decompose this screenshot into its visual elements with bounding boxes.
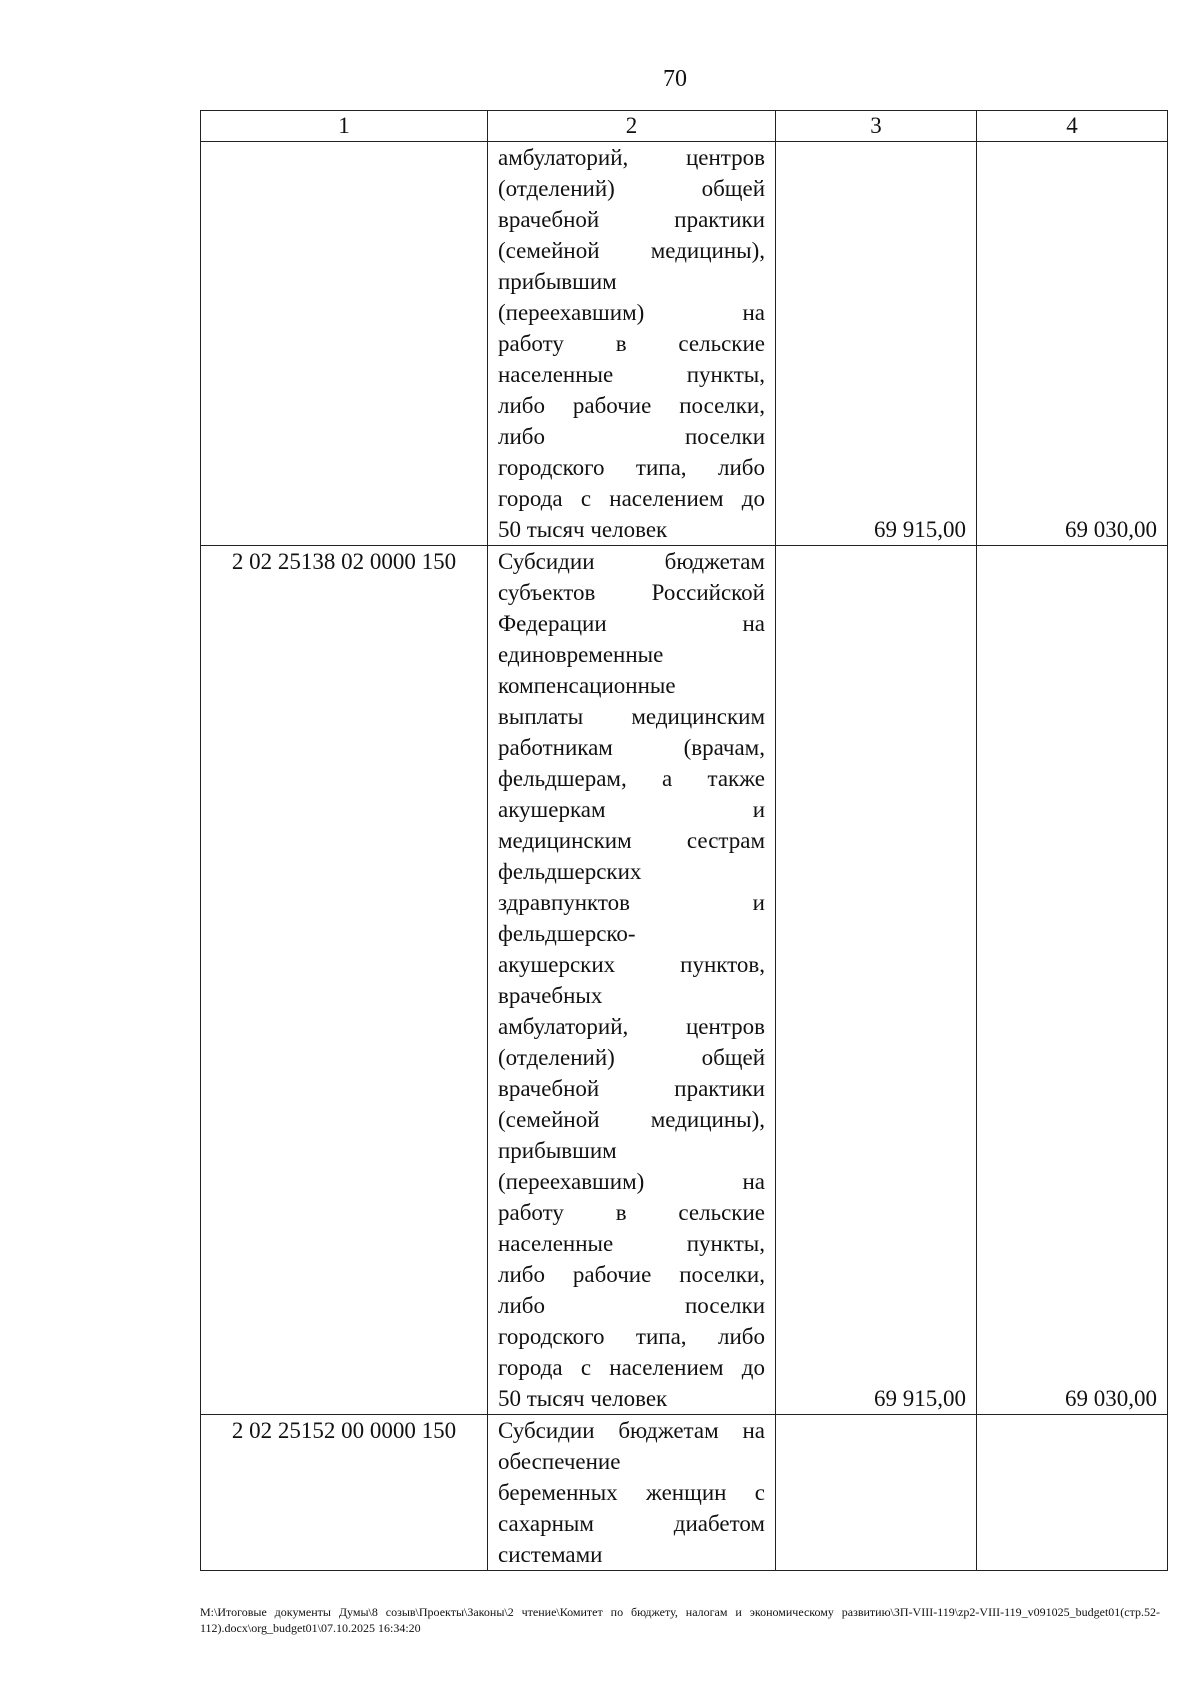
table-row (201, 1415, 1168, 1571)
file-path-footer: М:\Итоговые документы Думы\8 созыв\Проекты\Законы\2 чтение\Комитет по бюджету, налогам и экономическому развитию\ЗП-VIII-119\zp2-VIII-119_v091025_budget01(стр.52-112).docx\org_budget01\07.10.2025 16:34:20 (200, 1605, 1160, 1635)
description-line: прибывшим (498, 1138, 617, 1163)
description-line: Субсидии бюджетам (498, 549, 765, 574)
description-line: фельдшерам, а также (498, 766, 765, 791)
description-line: амбулаторий, центров (498, 1014, 765, 1039)
page-number: 70 (663, 66, 687, 92)
description-line: сахарным диабетом (498, 1511, 765, 1536)
description-line: выплаты медицинским (498, 704, 765, 729)
description-line: работникам (врачам, (498, 735, 765, 760)
description-line: работу в сельские (498, 1200, 765, 1225)
description-line: амбулаторий, центров (498, 145, 765, 170)
description-line: субъектов Российской (498, 580, 765, 605)
amount-col-3-cell: 69 915,00 (776, 142, 977, 546)
description-cell (488, 142, 776, 546)
description-line: фельдшерских (498, 859, 642, 884)
header-col-3: 3 (776, 111, 977, 142)
description-line: врачебной практики (498, 207, 765, 232)
header-row (201, 111, 1168, 142)
table-row (201, 546, 1168, 1415)
description-line: (отделений) общей (498, 1045, 765, 1070)
description-line: акушеркам и (498, 797, 765, 822)
description-line: городского типа, либо (498, 455, 765, 480)
description-line: города с населением до (498, 486, 765, 511)
description-line: единовременные (498, 642, 664, 667)
description-line: либо рабочие поселки, (498, 393, 765, 418)
description-line: города с населением до (498, 1355, 765, 1380)
description-cell (488, 546, 776, 1415)
description-line: здравпунктов и (498, 890, 765, 915)
amount-col-4-cell: 69 030,00 (977, 546, 1168, 1415)
description-line: акушерских пунктов, (498, 952, 765, 977)
description-cell (488, 1415, 776, 1571)
description-line: (отделений) общей (498, 176, 765, 201)
header-col-2: 2 (488, 111, 776, 142)
amount-col-3-cell (776, 1415, 977, 1571)
description-line: (семейной медицины), (498, 1107, 765, 1132)
budget-code-cell: 2 02 25152 00 0000 150 (201, 1415, 488, 1571)
description-line: (переехавшим) на (498, 300, 765, 325)
description-line: обеспечение (498, 1449, 621, 1474)
description-line: прибывшим (498, 269, 617, 294)
header-col-4: 4 (977, 111, 1168, 142)
description-line: 50 тысяч человек (498, 1386, 668, 1411)
budget-table (200, 110, 1168, 1571)
description-line: городского типа, либо (498, 1324, 765, 1349)
description-line: врачебных (498, 983, 603, 1008)
description-line: 50 тысяч человек (498, 517, 668, 542)
description-line: либо поселки (498, 1293, 765, 1318)
description-line: работу в сельские (498, 331, 765, 356)
budget-code-cell (201, 142, 488, 546)
description-line: Субсидии бюджетам на (498, 1418, 765, 1443)
description-line: системами (498, 1542, 603, 1567)
description-line: либо рабочие поселки, (498, 1262, 765, 1287)
description-line: беременных женщин с (498, 1480, 765, 1505)
description-line: населенные пункты, (498, 362, 765, 387)
description-line: населенные пункты, (498, 1231, 765, 1256)
budget-code-cell: 2 02 25138 02 0000 150 (201, 546, 488, 1415)
header-col-1: 1 (201, 111, 488, 142)
description-line: либо поселки (498, 424, 765, 449)
description-line: (переехавшим) на (498, 1169, 765, 1194)
description-line: врачебной практики (498, 1076, 765, 1101)
amount-col-4-cell (977, 1415, 1168, 1571)
description-line: фельдшерско- (498, 921, 636, 946)
description-line: (семейной медицины), (498, 238, 765, 263)
description-line: компенсационные (498, 673, 676, 698)
description-line: Федерации на (498, 611, 765, 636)
amount-col-3-cell: 69 915,00 (776, 546, 977, 1415)
amount-col-4-cell: 69 030,00 (977, 142, 1168, 546)
table-row (201, 142, 1168, 546)
description-line: медицинским сестрам (498, 828, 765, 853)
